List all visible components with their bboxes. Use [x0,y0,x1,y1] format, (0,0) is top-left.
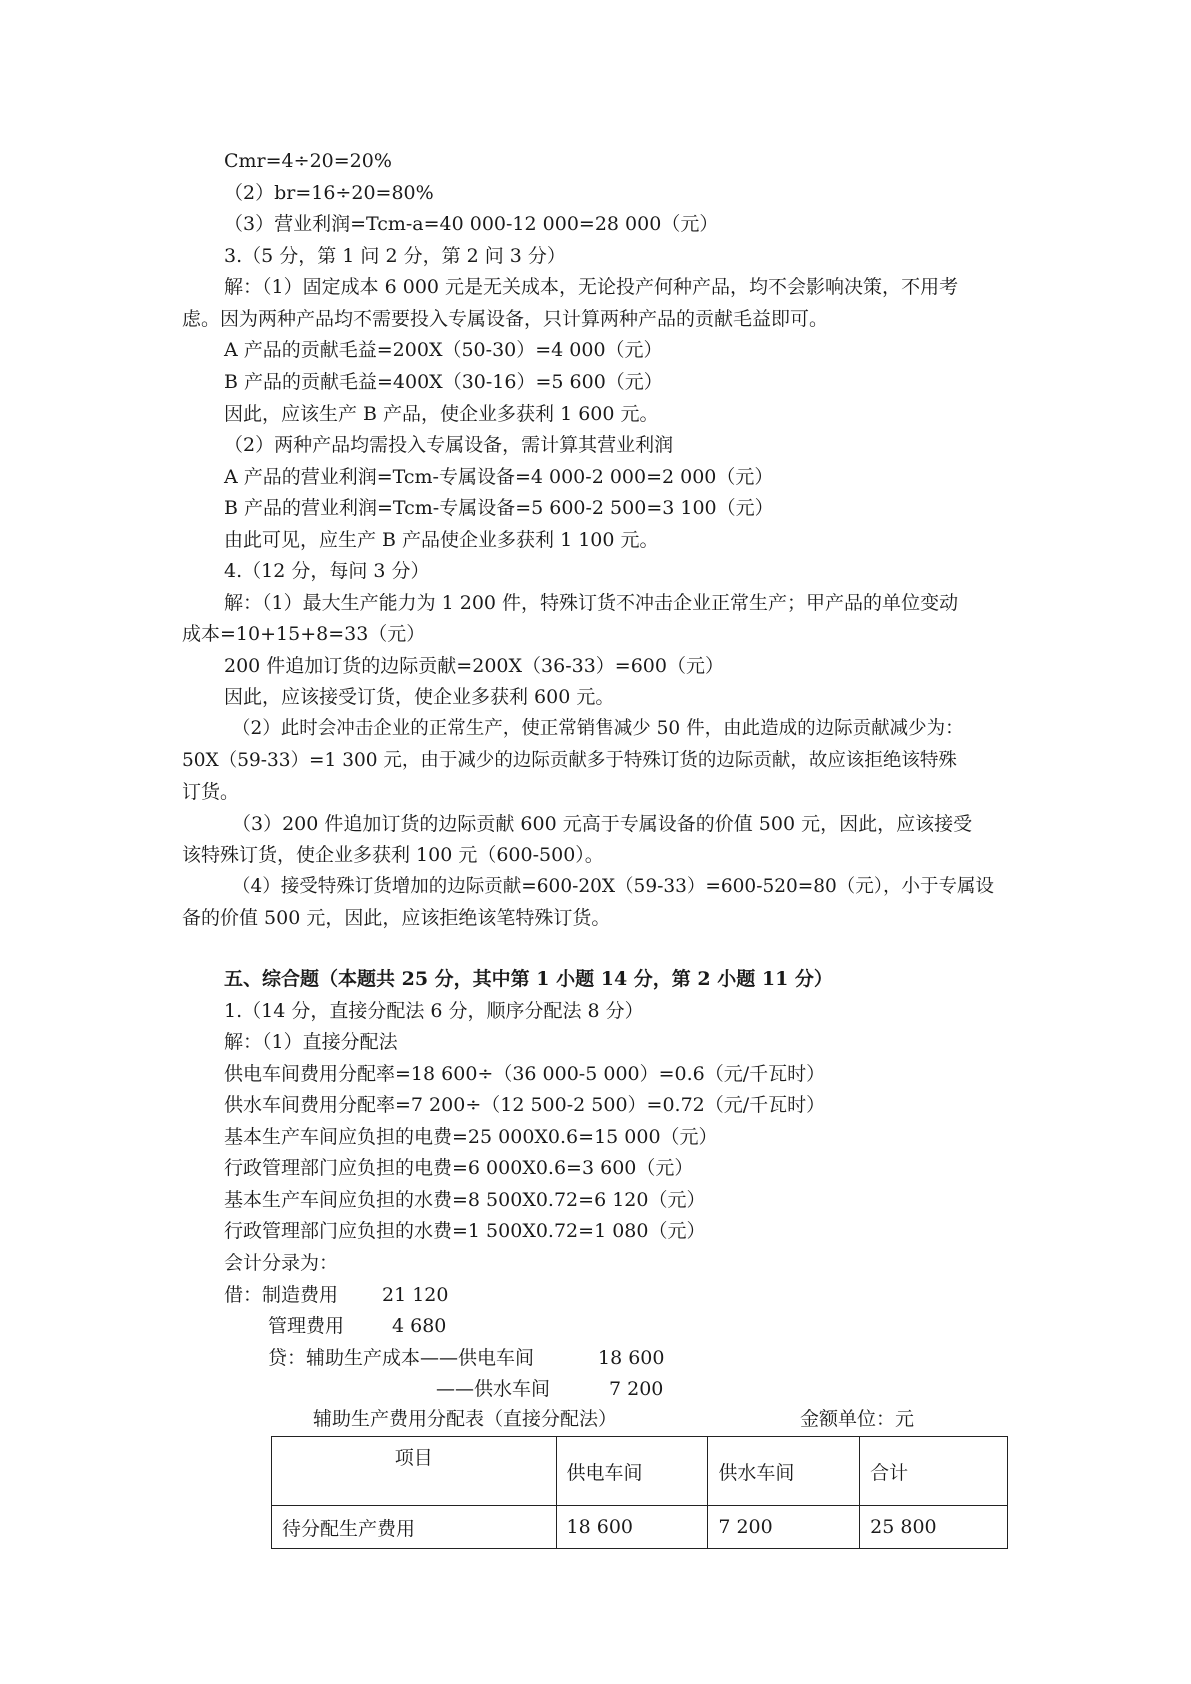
text-line: A 产品的贡献毛益=200X（50-30）=4 000（元） [224,339,663,361]
text-line: 成本=10+15+8=33（元） [182,623,426,645]
text-line: Cmr=4÷20=20% [224,150,392,172]
table-cell: 18 600 [556,1506,708,1549]
text-line: B 产品的贡献毛益=400X（30-16）=5 600（元） [224,371,663,393]
text-line: 由此可见，应生产 B 产品使企业多获利 1 100 元。 [224,529,659,551]
text-line: 基本生产车间应负担的电费=25 000X0.6=15 000（元） [224,1126,718,1148]
text-line: B 产品的营业利润=Tcm-专属设备=5 600-2 500=3 100（元） [224,497,774,519]
text-line: 解：（1）固定成本 6 000 元是无关成本，无论投产何种产品，均不会影响决策，不用考 [224,276,959,298]
text-line: （2）两种产品均需投入专属设备，需计算其营业利润 [224,434,674,456]
text-line: 200 件追加订货的边际贡献=200X（36-33）=600（元） [224,655,724,677]
table-caption: 辅助生产费用分配表（直接分配法） [313,1408,618,1430]
section-heading: 五、综合题（本题共 25 分，其中第 1 小题 14 分，第 2 小题 11 分） [224,968,833,990]
text-line: （3）营业利润=Tcm-a=40 000-12 000=28 000（元） [224,213,719,235]
text-line: 虑。因为两种产品均不需要投入专属设备，只计算两种产品的贡献毛益即可。 [182,308,829,330]
text-line: 解：（1）最大生产能力为 1 200 件，特殊订货不冲击企业正常生产；甲产品的单位变动 [224,592,959,614]
text-line: 该特殊订货，使企业多获利 100 元（600-500）。 [182,844,604,866]
text-line: 会计分录为： [224,1252,339,1274]
table-cell: 25 800 [860,1506,1008,1549]
text-line: 供电车间费用分配率=18 600÷（36 000-5 000）=0.6（元/千瓦时） [224,1063,826,1085]
table-row [272,1506,1008,1549]
table-header-cell: 供水车间 [708,1437,860,1506]
allocation-table [271,1436,1008,1549]
text-line: （4）接受特殊订货增加的边际贡献=600-20X（59-33）=600-520=80（元），小于专属设 [232,876,995,897]
journal-credit2-label: ——供水车间 [436,1378,551,1400]
text-line: 50X（59-33）=1 300 元，由于减少的边际贡献多于特殊订货的边际贡献，故应该拒绝该特殊 [182,750,957,771]
text-line: 因此，应该生产 B 产品，使企业多获利 1 600 元。 [224,403,659,425]
question-heading: 1.（14 分，直接分配法 6 分，顺序分配法 8 分） [224,1000,644,1022]
text-line: 订货。 [182,781,240,803]
table-unit: 金额单位：元 [800,1408,915,1430]
table-cell: 待分配生产费用 [272,1506,557,1549]
journal-credit2-amount: 7 200 [609,1378,664,1400]
text-line: （3）200 件追加订货的边际贡献 600 元高于专属设备的价值 500 元，因此，应该接受 [232,813,973,835]
journal-credit-amount: 18 600 [598,1347,665,1369]
text-line: 备的价值 500 元，因此，应该拒绝该笔特殊订货。 [182,907,611,929]
text-line: 行政管理部门应负担的电费=6 000X0.6=3 600（元） [224,1157,694,1179]
text-line: （2）br=16÷20=80% [224,182,434,204]
table-header-cell: 项目 [272,1437,557,1506]
text-line: A 产品的营业利润=Tcm-专属设备=4 000-2 000=2 000（元） [224,466,774,488]
table-header-cell: 供电车间 [556,1437,708,1506]
journal-debit2-amount: 4 680 [392,1315,447,1337]
text-line: 行政管理部门应负担的水费=1 500X0.72=1 080（元） [224,1220,706,1242]
text-line: 供水车间费用分配率=7 200÷（12 500-2 500）=0.72（元/千瓦时） [224,1094,826,1116]
text-line: （2）此时会冲击企业的正常生产，使正常销售减少 50 件，由此造成的边际贡献减少为： [232,718,964,739]
question-heading: 4.（12 分，每问 3 分） [224,560,430,582]
text-line: 解：（1）直接分配法 [224,1031,398,1053]
table-header-cell: 合计 [860,1437,1008,1506]
text-line: 基本生产车间应负担的水费=8 500X0.72=6 120（元） [224,1189,706,1211]
question-heading: 3.（5 分，第 1 问 2 分，第 2 问 3 分） [224,245,566,267]
table-cell: 7 200 [708,1506,860,1549]
table-header-row [272,1437,1008,1506]
journal-debit-label: 借：制造费用 [224,1284,339,1306]
journal-debit2-label: 管理费用 [268,1315,345,1337]
journal-credit-label: 贷：辅助生产成本——供电车间 [268,1347,535,1369]
journal-debit-amount: 21 120 [382,1284,449,1306]
text-line: 因此，应该接受订货，使企业多获利 600 元。 [224,686,615,708]
